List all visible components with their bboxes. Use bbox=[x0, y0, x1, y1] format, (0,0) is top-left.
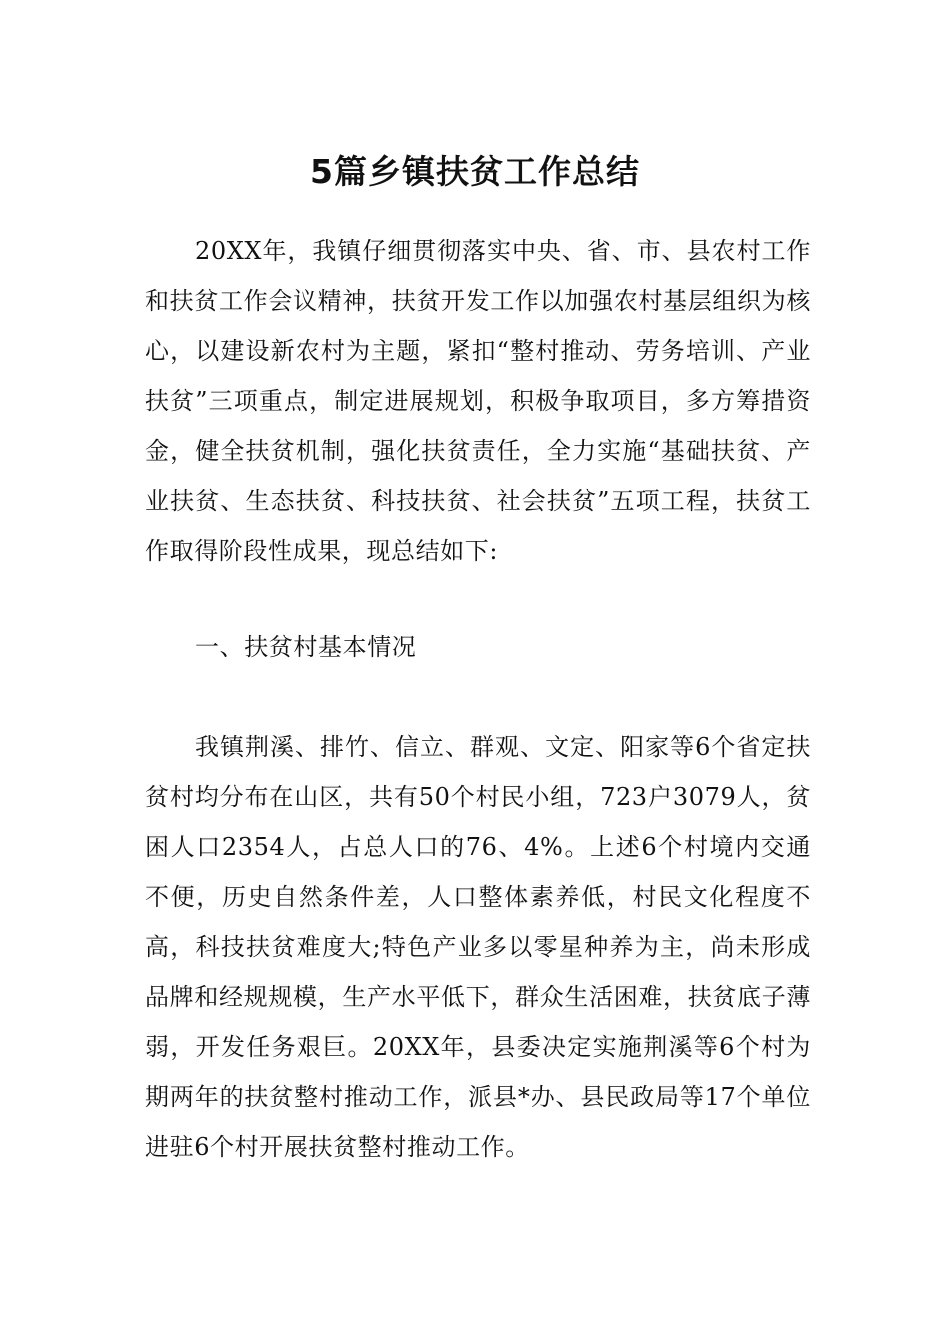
intro-paragraph: 20XX年，我镇仔细贯彻落实中央、省、市、县农村工作和扶贫工作会议精神，扶贫开发工作以加强农村基层组织为核心，以建设新农村为主题，紧扣“整村推动、劳务培训、产业扶贫”三项重点，制定进展规划，积极争取项目，多方筹措资金，健全扶贫机制，强化扶贫责任，全力实施“基础扶贫、产业扶贫、生态扶贫、科技扶贫、社会扶贫”五项工程，扶贫工作取得阶段性成果，现总结如下: bbox=[145, 237, 811, 565]
section-body-paragraph: 我镇荆溪、排竹、信立、群观、文定、阳家等6个省定扶贫村均分布在山区，共有50个村民小组，723户3079人，贫困人口2354人，占总人口的76、4%。上述6个村境内交通不便，历史自然条件差，人口整体素养低，村民文化程度不高，科技扶贫难度大;特色产业多以零星种养为主，尚未形成品牌和经规规模，生产水平低下，群众生活困难，扶贫底子薄弱，开发任务艰巨。20XX年，县委决定实施荆溪等6个村为期两年的扶贫整村推动工作，派县*办、县民政局等17个单位进驻6个村开展扶贫整村推动工作。 bbox=[145, 733, 811, 1161]
page-title: 5篇乡镇扶贫工作总结 bbox=[310, 152, 640, 192]
section-heading: 一、扶贫村基本情况 bbox=[195, 633, 417, 661]
